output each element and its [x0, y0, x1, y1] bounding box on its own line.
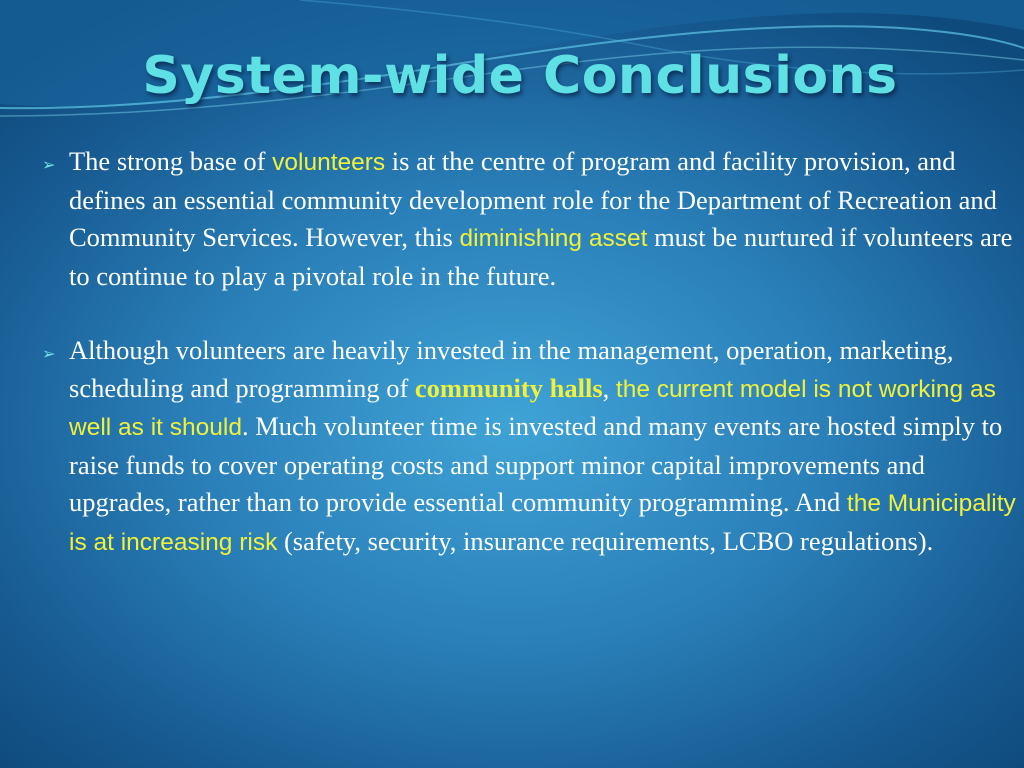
- bullet-text: Although volunteers are heavily invested in the management, operation, marketing, scheduling and programming of: [69, 335, 954, 403]
- arrow-right-icon: ➢: [42, 155, 56, 174]
- arrow-right-icon: ➢: [42, 344, 56, 363]
- bullet-text: must be nurtured if volunteers are to continue to play a pivotal role in the future.: [69, 222, 1013, 291]
- bullet-list: [42, 143, 1017, 598]
- highlight-community-halls: community halls: [414, 372, 603, 403]
- highlight-diminishing-asset: diminishing asset: [459, 225, 648, 252]
- highlight-municipality-risk: the Municipality is at increasing risk: [69, 490, 1016, 556]
- highlight-volunteers: volunteers: [272, 149, 386, 176]
- bullet-text: is at the centre of program and facility provision, and defines an essential community development role for the Department of Recreation and Community Services. However, this: [69, 146, 997, 252]
- bullet-text: (safety, security, insurance requirements, LCBO regulations).: [277, 525, 934, 556]
- bullet-text: . Much volunteer time is invested and many events are hosted simply to raise funds to cover operating costs and support minor capital improvements and upgrades, rather than to provide essential community programming. And: [69, 411, 1003, 517]
- highlight-current-model: the current model is not working as well as it should: [69, 375, 996, 441]
- bullet-item: [42, 143, 1017, 295]
- bullet-item: [42, 332, 1017, 561]
- bullet-text: The strong base of: [69, 146, 273, 176]
- bullet-text: ,: [602, 372, 616, 403]
- slide-title: System-wide Conclusions: [142, 46, 898, 106]
